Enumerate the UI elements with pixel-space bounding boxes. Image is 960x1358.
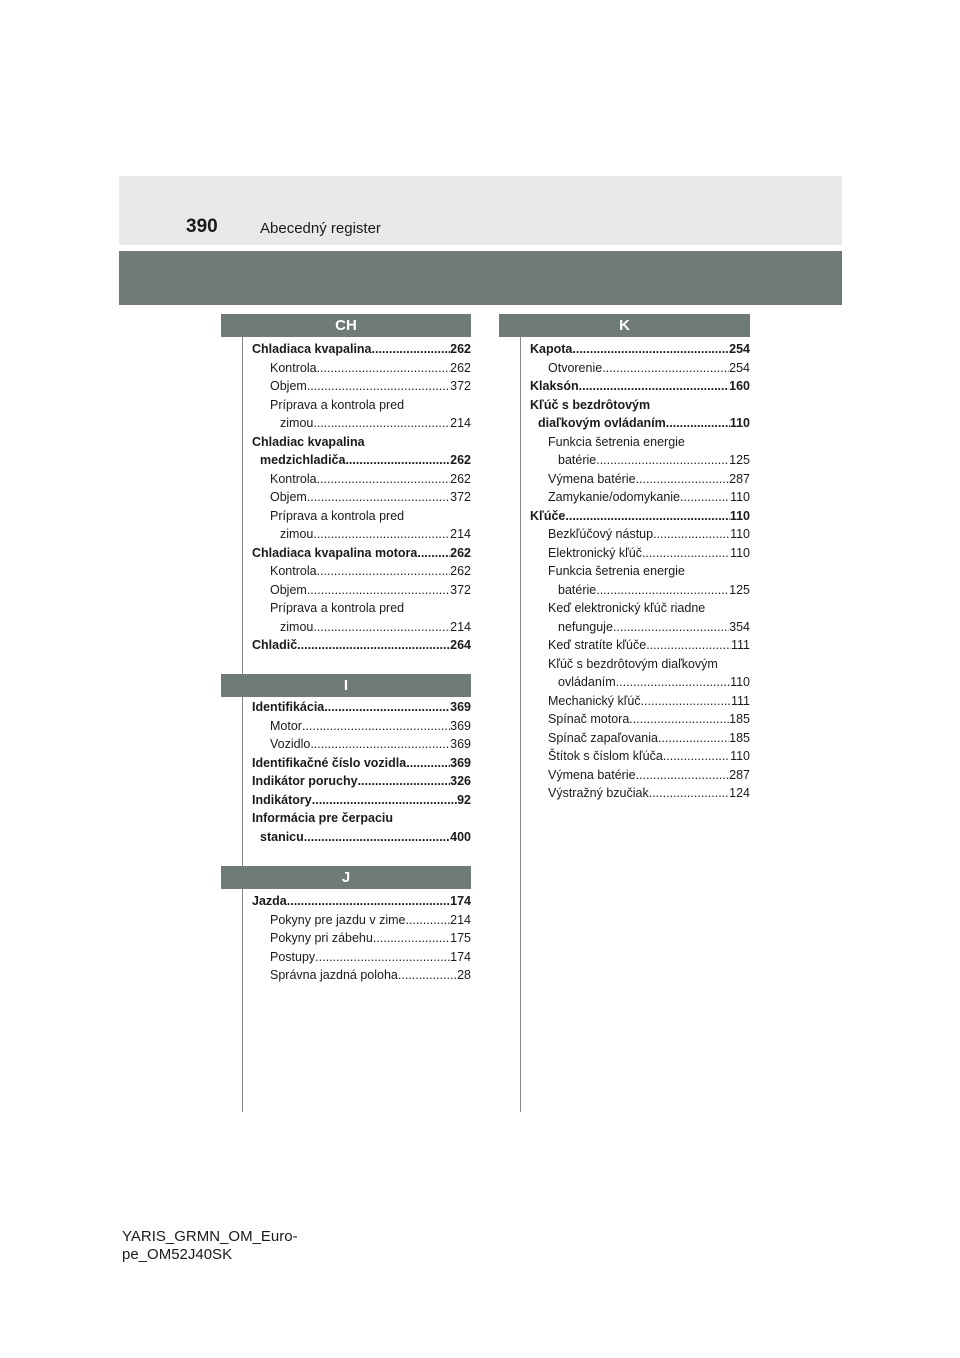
leader-dots bbox=[572, 340, 729, 359]
index-entry bbox=[252, 544, 471, 563]
leader-dots bbox=[287, 892, 450, 911]
index-entry-page: 254 bbox=[729, 342, 750, 356]
index-entry bbox=[252, 966, 471, 985]
index-entry bbox=[252, 717, 471, 736]
index-entry bbox=[252, 772, 471, 791]
index-entry bbox=[252, 377, 471, 396]
index-entry-page: 110 bbox=[730, 749, 750, 763]
index-entry bbox=[530, 581, 750, 600]
index-entry-page: 174 bbox=[450, 949, 471, 964]
index-entry bbox=[530, 636, 750, 655]
index-entry-page: 214 bbox=[450, 912, 471, 927]
index-entry-page: 110 bbox=[730, 490, 750, 504]
index-entry-page: 287 bbox=[729, 471, 750, 486]
index-entry-label: batérie bbox=[558, 453, 597, 467]
index-entry-page: 111 bbox=[730, 693, 750, 708]
index-entry-label: Indikátory bbox=[252, 792, 312, 807]
index-entry-page: 372 bbox=[450, 582, 471, 597]
index-entry-label: zimou bbox=[280, 619, 314, 634]
index-entry-label: Postupy bbox=[270, 949, 316, 964]
index-entry-page: 287 bbox=[729, 767, 750, 782]
index-entry-label: zimou bbox=[280, 527, 314, 541]
leader-dots bbox=[663, 747, 730, 766]
index-entry bbox=[530, 359, 750, 378]
index-entry bbox=[252, 507, 471, 526]
index-entry-page: 125 bbox=[729, 582, 750, 597]
index-entry-page: 354 bbox=[729, 619, 750, 634]
leader-dots bbox=[636, 766, 730, 785]
index-entry bbox=[530, 599, 750, 618]
leader-dots bbox=[613, 618, 729, 637]
index-entry-label: Kontrola bbox=[270, 360, 317, 375]
index-entry bbox=[530, 525, 750, 544]
index-entry-page: 372 bbox=[450, 490, 471, 504]
index-entry-label: Zamykanie/odomykanie bbox=[548, 490, 681, 504]
index-entry bbox=[530, 692, 750, 711]
leader-dots bbox=[313, 414, 450, 433]
index-entry-page: 185 bbox=[729, 712, 750, 726]
index-entry-label: Mechanický kľúč bbox=[548, 693, 641, 708]
index-entry-page: 110 bbox=[729, 416, 750, 430]
leader-dots bbox=[636, 470, 730, 489]
index-entry-label: Výmena batérie bbox=[548, 767, 636, 782]
leader-dots bbox=[317, 470, 451, 489]
index-entry bbox=[252, 636, 471, 655]
index-entry-page: 372 bbox=[450, 379, 471, 393]
index-entry bbox=[530, 340, 750, 359]
leader-dots bbox=[596, 451, 729, 470]
section-header-j: J bbox=[221, 866, 471, 889]
leader-dots bbox=[406, 754, 450, 773]
index-entry bbox=[252, 754, 471, 773]
index-entry-label: Pokyny pri zábehu bbox=[270, 931, 373, 945]
index-entry-label: Kľúč s bezdrôtovým diaľkovým bbox=[548, 656, 718, 671]
leader-dots bbox=[642, 544, 730, 563]
index-entry-label: Chladič bbox=[252, 638, 298, 652]
index-entry-label: Správna jazdná poloha bbox=[270, 968, 398, 982]
index-entry bbox=[252, 488, 471, 507]
index-entry bbox=[252, 735, 471, 754]
index-entry bbox=[530, 377, 750, 396]
leader-dots bbox=[345, 451, 450, 470]
index-entry bbox=[530, 673, 750, 692]
header-dark-band bbox=[119, 251, 842, 305]
index-entry-label: Kľúč s bezdrôtovým bbox=[530, 397, 651, 412]
index-entry-page: 124 bbox=[729, 786, 750, 800]
leader-dots bbox=[324, 698, 450, 717]
index-entry-label: Objem bbox=[270, 582, 307, 597]
index-entry-label: Kontrola bbox=[270, 471, 317, 486]
leader-dots bbox=[646, 636, 731, 655]
index-entry-label: diaľkovým ovládaním bbox=[538, 416, 666, 430]
leader-dots bbox=[616, 673, 730, 692]
index-entry-label: Funkcia šetrenia energie bbox=[548, 564, 685, 578]
index-entry bbox=[252, 618, 471, 637]
index-entry-page: 369 bbox=[450, 718, 471, 733]
index-entry-label: Keď elektronický kľúč riadne bbox=[548, 601, 706, 615]
index-entry-page: 160 bbox=[729, 379, 750, 393]
index-entry-label: Príprava a kontrola pred bbox=[270, 508, 405, 523]
index-entry bbox=[252, 828, 471, 847]
index-entry bbox=[252, 525, 471, 544]
leader-dots bbox=[653, 525, 730, 544]
index-entry-label: Chladiac kvapalina bbox=[252, 434, 365, 449]
page-number: 390 bbox=[186, 216, 218, 237]
index-entry-label: Kontrola bbox=[270, 564, 317, 578]
index-entry bbox=[530, 655, 750, 674]
index-entry-page: 369 bbox=[450, 700, 471, 714]
index-entry-label: Bezkľúčový nástup bbox=[548, 527, 654, 541]
leader-dots bbox=[658, 729, 729, 748]
index-entry bbox=[252, 809, 471, 828]
index-entry-page: 400 bbox=[450, 829, 471, 844]
index-entry-page: 369 bbox=[450, 737, 471, 751]
index-entry-page: 262 bbox=[450, 360, 471, 375]
index-entry-label: Objem bbox=[270, 379, 307, 393]
index-entry bbox=[530, 396, 750, 415]
leader-dots bbox=[310, 735, 450, 754]
index-list-j bbox=[252, 892, 471, 985]
index-entry bbox=[530, 784, 750, 803]
leader-dots bbox=[641, 692, 731, 711]
leader-dots bbox=[304, 828, 450, 847]
index-list-ch bbox=[252, 340, 471, 655]
leader-dots bbox=[307, 377, 450, 396]
index-entry bbox=[252, 433, 471, 452]
leader-dots bbox=[312, 791, 457, 810]
index-entry-label: Informácia pre čerpaciu bbox=[252, 811, 394, 825]
index-entry-page: 185 bbox=[729, 730, 750, 745]
leader-dots bbox=[417, 544, 450, 563]
section-header-ch: CH bbox=[221, 314, 471, 337]
index-entry-label: medzichladiča bbox=[260, 453, 346, 467]
index-entry-label: Pokyny pre jazdu v zime bbox=[270, 912, 406, 927]
index-entry-label: nefunguje bbox=[558, 619, 613, 634]
leader-dots bbox=[579, 377, 730, 396]
index-entry-label: Identifikácia bbox=[252, 700, 325, 714]
leader-dots bbox=[315, 948, 450, 967]
index-entry-page: 110 bbox=[730, 675, 750, 689]
index-entry-label: Štítok s číslom kľúča bbox=[548, 749, 663, 763]
index-entry-label: ovládaním bbox=[558, 675, 616, 689]
index-entry-label: Keď stratíte kľúče bbox=[548, 638, 647, 652]
index-entry-page: 262 bbox=[450, 471, 471, 486]
index-entry-label: Výmena batérie bbox=[548, 471, 636, 486]
index-entry-label: Výstražný bzučiak bbox=[548, 786, 649, 800]
index-entry-page: 214 bbox=[450, 416, 471, 430]
section-header-k: K bbox=[499, 314, 750, 337]
index-list-k bbox=[530, 340, 750, 803]
leader-dots bbox=[565, 507, 729, 526]
index-entry-page: 110 bbox=[730, 527, 750, 541]
index-entry-page: 92 bbox=[457, 792, 471, 807]
leader-dots bbox=[317, 562, 451, 581]
index-entry-page: 262 bbox=[450, 342, 471, 356]
leader-dots bbox=[372, 340, 451, 359]
index-entry bbox=[252, 470, 471, 489]
index-entry bbox=[252, 948, 471, 967]
index-entry-page: 111 bbox=[730, 638, 750, 652]
index-entry-page: 262 bbox=[450, 564, 471, 578]
index-entry-label: Funkcia šetrenia energie bbox=[548, 434, 685, 449]
index-entry-label: batérie bbox=[558, 582, 597, 597]
leader-dots bbox=[373, 929, 450, 948]
index-entry bbox=[530, 766, 750, 785]
index-entry-label: Elektronický kľúč bbox=[548, 545, 642, 560]
leader-dots bbox=[358, 772, 451, 791]
leader-dots bbox=[649, 784, 729, 803]
index-entry-label: Kľúče bbox=[530, 508, 566, 523]
right-column-rule bbox=[520, 337, 521, 1112]
index-entry-label: Identifikačné číslo vozidla bbox=[252, 755, 407, 770]
leader-dots bbox=[317, 359, 451, 378]
left-column-rule bbox=[242, 337, 243, 1112]
index-entry-page: 110 bbox=[729, 508, 750, 523]
index-entry-label: Spínač zapaľovania bbox=[548, 730, 658, 745]
index-entry bbox=[530, 414, 750, 433]
leader-dots bbox=[680, 488, 730, 507]
index-entry-label: Chladiaca kvapalina bbox=[252, 342, 372, 356]
index-entry-page: 262 bbox=[450, 545, 471, 560]
index-entry-label: zimou bbox=[280, 416, 314, 430]
index-entry-label: Príprava a kontrola pred bbox=[270, 601, 405, 615]
index-entry bbox=[252, 340, 471, 359]
index-entry-label: Objem bbox=[270, 490, 307, 504]
index-entry bbox=[252, 911, 471, 930]
index-entry-page: 214 bbox=[450, 619, 471, 634]
index-entry-page: 262 bbox=[450, 453, 471, 467]
index-entry bbox=[252, 562, 471, 581]
leader-dots bbox=[602, 359, 729, 378]
index-entry-page: 254 bbox=[729, 360, 750, 375]
index-entry bbox=[252, 791, 471, 810]
index-entry-page: 110 bbox=[730, 545, 750, 560]
index-entry bbox=[252, 698, 471, 717]
leader-dots bbox=[666, 414, 730, 433]
index-entry-label: Príprava a kontrola pred bbox=[270, 397, 405, 412]
index-entry-label: Vozidlo bbox=[270, 737, 311, 751]
index-entry-page: 28 bbox=[457, 968, 471, 982]
index-entry bbox=[530, 433, 750, 452]
index-entry-page: 214 bbox=[450, 527, 471, 541]
leader-dots bbox=[596, 581, 729, 600]
index-entry-page: 326 bbox=[450, 774, 471, 788]
index-entry-label: Jazda bbox=[252, 894, 287, 908]
index-entry-label: Indikátor poruchy bbox=[252, 774, 358, 788]
index-entry bbox=[252, 599, 471, 618]
index-entry bbox=[530, 562, 750, 581]
index-entry bbox=[530, 488, 750, 507]
index-entry bbox=[252, 359, 471, 378]
leader-dots bbox=[405, 911, 450, 930]
index-entry bbox=[252, 581, 471, 600]
index-entry bbox=[530, 618, 750, 637]
leader-dots bbox=[297, 636, 450, 655]
document-code bbox=[122, 1228, 298, 1264]
document-code-line-2: pe_OM52J40SK bbox=[122, 1246, 233, 1263]
leader-dots bbox=[398, 966, 457, 985]
index-entry-label: Otvorenie bbox=[548, 360, 603, 375]
index-entry-page: 125 bbox=[729, 453, 750, 467]
index-entry-page: 174 bbox=[450, 894, 471, 908]
index-entry bbox=[530, 451, 750, 470]
index-entry-label: Klaksón bbox=[530, 379, 579, 393]
leader-dots bbox=[313, 618, 450, 637]
index-entry-page: 264 bbox=[450, 638, 471, 652]
leader-dots bbox=[313, 525, 450, 544]
index-entry bbox=[530, 747, 750, 766]
index-entry bbox=[252, 892, 471, 911]
index-entry-label: Motor bbox=[270, 718, 302, 733]
leader-dots bbox=[629, 710, 729, 729]
index-entry-page: 369 bbox=[450, 755, 471, 770]
leader-dots bbox=[307, 488, 450, 507]
index-entry bbox=[252, 451, 471, 470]
index-entry bbox=[530, 710, 750, 729]
index-entry-page: 175 bbox=[450, 931, 471, 945]
page-title: Abecedný register bbox=[260, 220, 381, 237]
leader-dots bbox=[307, 581, 450, 600]
header-band bbox=[119, 176, 842, 245]
document-code-line-1: YARIS_GRMN_OM_Euro- bbox=[122, 1228, 298, 1245]
index-entry bbox=[530, 470, 750, 489]
leader-dots bbox=[302, 717, 450, 736]
index-entry bbox=[252, 396, 471, 415]
index-entry-label: Chladiaca kvapalina motora bbox=[252, 545, 418, 560]
section-header-i: I bbox=[221, 674, 471, 697]
index-entry-label: Spínač motora bbox=[548, 712, 630, 726]
index-entry-label: stanicu bbox=[260, 829, 304, 844]
index-entry bbox=[530, 507, 750, 526]
index-entry-label: Kapota bbox=[530, 342, 573, 356]
index-entry bbox=[530, 544, 750, 563]
index-entry bbox=[530, 729, 750, 748]
index-list-i bbox=[252, 698, 471, 846]
index-entry bbox=[252, 414, 471, 433]
index-entry bbox=[252, 929, 471, 948]
